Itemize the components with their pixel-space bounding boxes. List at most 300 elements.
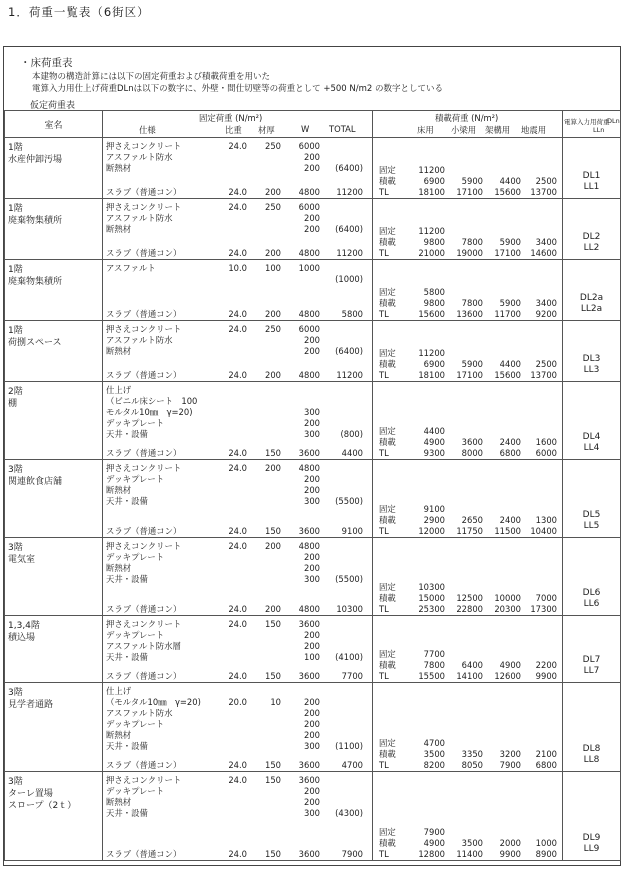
header-fixed-load: 固定荷重 (N/m²) 仕様 比重 材厚 W TOTAL bbox=[103, 111, 373, 138]
item-name: スラブ（普通コン） bbox=[106, 671, 182, 681]
room-name-line: 積込場 bbox=[8, 633, 36, 643]
item-gravity: 24.0 bbox=[228, 370, 247, 380]
item-name: 断熱材 bbox=[106, 730, 132, 740]
load-floor: 6900 bbox=[423, 176, 445, 186]
live-load-cell bbox=[373, 138, 563, 199]
dln-code: DL2a bbox=[579, 293, 604, 303]
item-weight: 4800 bbox=[298, 309, 320, 319]
load-beam: 3350 bbox=[461, 749, 483, 759]
load-category: TL bbox=[379, 671, 389, 681]
table-row bbox=[5, 199, 621, 260]
item-name: 断熱材 bbox=[106, 563, 132, 573]
load-category: 積載 bbox=[379, 176, 396, 186]
load-quake: 14600 bbox=[530, 248, 557, 258]
live-load-cell bbox=[373, 772, 563, 861]
load-beam: 7800 bbox=[461, 237, 483, 247]
item-thickness: 150 bbox=[265, 671, 281, 681]
load-frame: 11500 bbox=[494, 526, 521, 536]
room-name-cell bbox=[5, 382, 103, 460]
load-floor: 8200 bbox=[423, 760, 445, 770]
calc-load-cell bbox=[563, 260, 621, 321]
load-floor: 9300 bbox=[423, 448, 445, 458]
load-quake: 9900 bbox=[535, 671, 557, 681]
item-name: スラブ（普通コン） bbox=[106, 187, 182, 197]
item-weight: 200 bbox=[304, 152, 320, 162]
table-row bbox=[5, 138, 621, 199]
item-weight: 200 bbox=[304, 224, 320, 234]
item-name: 断熱材 bbox=[106, 224, 132, 234]
lln-code: LL9 bbox=[583, 844, 600, 854]
item-name: 押さえコンクリート bbox=[106, 463, 182, 473]
load-floor: 21000 bbox=[418, 248, 445, 258]
item-gravity: 24.0 bbox=[228, 309, 247, 319]
item-name: 仕上げ bbox=[106, 686, 132, 696]
table-row bbox=[5, 683, 621, 772]
room-name-line: 3階 bbox=[8, 543, 23, 553]
item-weight: 200 bbox=[304, 719, 320, 729]
room-name-line: 1階 bbox=[8, 326, 23, 336]
load-frame: 2400 bbox=[499, 515, 521, 525]
item-weight: 200 bbox=[304, 697, 320, 707]
item-gravity: 24.0 bbox=[228, 202, 247, 212]
load-floor: 7700 bbox=[423, 649, 445, 659]
item-thickness: 250 bbox=[265, 141, 281, 151]
load-frame: 7900 bbox=[499, 760, 521, 770]
item-thickness: 200 bbox=[265, 309, 281, 319]
item-thickness: 150 bbox=[265, 849, 281, 859]
load-beam: 6400 bbox=[461, 660, 483, 670]
room-name-cell bbox=[5, 260, 103, 321]
item-total: 11200 bbox=[336, 187, 363, 197]
load-category: TL bbox=[379, 309, 389, 319]
load-beam: 13600 bbox=[456, 309, 483, 319]
item-total: 5800 bbox=[341, 309, 363, 319]
load-frame: 10000 bbox=[494, 593, 521, 603]
item-name: スラブ（普通コン） bbox=[106, 309, 182, 319]
item-weight: 4800 bbox=[298, 463, 320, 473]
item-name: スラブ（普通コン） bbox=[106, 604, 182, 614]
item-weight: 300 bbox=[304, 741, 320, 751]
load-floor: 15600 bbox=[418, 309, 445, 319]
load-quake: 17300 bbox=[530, 604, 557, 614]
load-quake: 1300 bbox=[535, 515, 557, 525]
item-weight: 4800 bbox=[298, 248, 320, 258]
fixed-load-cell bbox=[103, 538, 373, 616]
item-gravity: 24.0 bbox=[228, 248, 247, 258]
item-thickness: 150 bbox=[265, 526, 281, 536]
load-frame: 9900 bbox=[499, 849, 521, 859]
item-name: 押さえコンクリート bbox=[106, 324, 182, 334]
item-weight: 3600 bbox=[298, 849, 320, 859]
room-name-line: 廃棄物集積所 bbox=[8, 216, 63, 226]
load-floor: 2900 bbox=[423, 515, 445, 525]
load-beam: 7800 bbox=[461, 298, 483, 308]
load-frame: 15600 bbox=[494, 187, 521, 197]
item-total: 4400 bbox=[341, 448, 363, 458]
load-category: 固定 bbox=[379, 287, 396, 297]
load-floor: 4400 bbox=[423, 426, 445, 436]
table-row bbox=[5, 538, 621, 616]
item-thickness: 150 bbox=[265, 448, 281, 458]
load-floor: 9800 bbox=[423, 237, 445, 247]
room-name-line: 1階 bbox=[8, 204, 23, 214]
load-beam: 11400 bbox=[456, 849, 483, 859]
load-frame: 4400 bbox=[499, 359, 521, 369]
load-category: 固定 bbox=[379, 738, 396, 748]
load-beam: 19000 bbox=[456, 248, 483, 258]
item-weight: 200 bbox=[304, 163, 320, 173]
load-frame: 20300 bbox=[494, 604, 521, 614]
load-frame: 4900 bbox=[499, 660, 521, 670]
item-gravity: 10.0 bbox=[228, 263, 247, 273]
item-name: スラブ（普通コン） bbox=[106, 760, 182, 770]
table-row bbox=[5, 616, 621, 683]
load-quake: 3400 bbox=[535, 298, 557, 308]
load-category: TL bbox=[379, 187, 389, 197]
load-quake: 3400 bbox=[535, 237, 557, 247]
item-gravity: 24.0 bbox=[228, 619, 247, 629]
room-name-line: 電気室 bbox=[8, 555, 36, 565]
item-total: (800) bbox=[340, 429, 363, 439]
load-quake: 6000 bbox=[535, 448, 557, 458]
load-frame: 12600 bbox=[494, 671, 521, 681]
load-category: 積載 bbox=[379, 237, 396, 247]
load-frame: 2000 bbox=[499, 838, 521, 848]
load-category: 固定 bbox=[379, 504, 396, 514]
load-beam: 11750 bbox=[456, 526, 483, 536]
live-load-cell bbox=[373, 538, 563, 616]
load-floor: 11200 bbox=[418, 226, 445, 236]
load-frame: 11700 bbox=[494, 309, 521, 319]
table-row bbox=[5, 460, 621, 538]
dln-code: DL8 bbox=[582, 744, 601, 754]
calc-load-cell bbox=[563, 138, 621, 199]
load-frame: 6800 bbox=[499, 448, 521, 458]
item-thickness: 150 bbox=[265, 775, 281, 785]
load-frame: 3200 bbox=[499, 749, 521, 759]
item-gravity: 24.0 bbox=[228, 671, 247, 681]
item-name: デッキプレート bbox=[106, 786, 165, 796]
fixed-load-cell bbox=[103, 616, 373, 683]
load-category: TL bbox=[379, 526, 389, 536]
item-total: (1100) bbox=[335, 741, 363, 751]
item-weight: 3600 bbox=[298, 448, 320, 458]
load-category: 固定 bbox=[379, 165, 396, 175]
load-beam: 8050 bbox=[461, 760, 483, 770]
item-name: スラブ（普通コン） bbox=[106, 248, 182, 258]
calc-load-cell bbox=[563, 199, 621, 260]
item-thickness: 250 bbox=[265, 202, 281, 212]
item-name: デッキプレート bbox=[106, 418, 165, 428]
room-name-line: 荷捌スペース bbox=[8, 338, 62, 348]
item-total: (1000) bbox=[335, 274, 363, 284]
item-name: 天井・設備 bbox=[106, 496, 148, 506]
load-frame: 2400 bbox=[499, 437, 521, 447]
item-total: 7900 bbox=[341, 849, 363, 859]
load-category: TL bbox=[379, 849, 389, 859]
fixed-load-cell bbox=[103, 260, 373, 321]
item-name: 断熱材 bbox=[106, 163, 132, 173]
item-thickness: 200 bbox=[265, 187, 281, 197]
item-weight: 4800 bbox=[298, 604, 320, 614]
load-quake: 13700 bbox=[530, 187, 557, 197]
load-category: 固定 bbox=[379, 582, 396, 592]
item-thickness: 10 bbox=[270, 697, 281, 707]
item-name: 仕上げ bbox=[106, 385, 132, 395]
item-thickness: 100 bbox=[265, 263, 281, 273]
lln-code: LL7 bbox=[583, 666, 600, 676]
fixed-load-cell bbox=[103, 321, 373, 382]
room-name-line: ターレ置場 bbox=[8, 789, 53, 799]
load-floor: 5800 bbox=[423, 287, 445, 297]
item-name: スラブ（普通コン） bbox=[106, 370, 182, 380]
item-gravity: 24.0 bbox=[228, 526, 247, 536]
item-name: スラブ（普通コン） bbox=[106, 849, 182, 859]
item-weight: 200 bbox=[304, 346, 320, 356]
item-weight: 200 bbox=[304, 630, 320, 640]
table-row bbox=[5, 321, 621, 382]
item-weight: 3600 bbox=[298, 671, 320, 681]
item-name: （ビニル床シート 100 bbox=[106, 396, 198, 406]
table-row bbox=[5, 260, 621, 321]
calc-load-cell bbox=[563, 321, 621, 382]
dln-code: DL4 bbox=[582, 432, 601, 442]
load-category: 固定 bbox=[379, 226, 396, 236]
load-category: 積載 bbox=[379, 437, 396, 447]
load-floor: 3500 bbox=[423, 749, 445, 759]
dln-code: DL1 bbox=[582, 171, 601, 181]
load-frame: 17100 bbox=[494, 248, 521, 258]
load-beam: 5900 bbox=[461, 176, 483, 186]
load-floor: 12800 bbox=[418, 849, 445, 859]
load-floor: 4700 bbox=[423, 738, 445, 748]
load-category: 固定 bbox=[379, 827, 396, 837]
room-name-cell bbox=[5, 321, 103, 382]
item-total: (6400) bbox=[335, 163, 363, 173]
item-thickness: 150 bbox=[265, 760, 281, 770]
item-gravity: 20.0 bbox=[228, 697, 247, 707]
item-gravity: 24.0 bbox=[228, 604, 247, 614]
item-thickness: 250 bbox=[265, 324, 281, 334]
item-weight: 300 bbox=[304, 429, 320, 439]
lln-code: LL6 bbox=[583, 599, 600, 609]
load-beam: 8000 bbox=[461, 448, 483, 458]
item-weight: 300 bbox=[304, 407, 320, 417]
item-weight: 300 bbox=[304, 496, 320, 506]
header-live-load: 積載荷重 (N/m²) 床用 小梁用 架構用 地震用 bbox=[373, 111, 563, 138]
lln-code: LL2a bbox=[580, 304, 603, 314]
load-floor: 25300 bbox=[418, 604, 445, 614]
load-quake: 2500 bbox=[535, 359, 557, 369]
item-name: モルタル10㎜ γ=20) bbox=[106, 407, 193, 417]
room-name-cell bbox=[5, 138, 103, 199]
load-quake: 13700 bbox=[530, 370, 557, 380]
load-quake: 10400 bbox=[530, 526, 557, 536]
room-name-cell bbox=[5, 616, 103, 683]
item-weight: 200 bbox=[304, 797, 320, 807]
load-frame: 15600 bbox=[494, 370, 521, 380]
load-floor: 11200 bbox=[418, 165, 445, 175]
load-floor: 4900 bbox=[423, 437, 445, 447]
fixed-load-cell bbox=[103, 772, 373, 861]
load-quake: 2200 bbox=[535, 660, 557, 670]
fixed-load-cell bbox=[103, 199, 373, 260]
load-category: 積載 bbox=[379, 838, 396, 848]
calc-load-cell bbox=[563, 460, 621, 538]
item-gravity: 24.0 bbox=[228, 324, 247, 334]
item-gravity: 24.0 bbox=[228, 760, 247, 770]
item-weight: 4800 bbox=[298, 370, 320, 380]
item-weight: 200 bbox=[304, 552, 320, 562]
item-name: スラブ（普通コン） bbox=[106, 526, 182, 536]
load-floor: 7800 bbox=[423, 660, 445, 670]
room-name-cell bbox=[5, 460, 103, 538]
room-name-line: 1階 bbox=[8, 143, 23, 153]
load-beam: 12500 bbox=[456, 593, 483, 603]
load-beam: 3600 bbox=[461, 437, 483, 447]
item-name: 押さえコンクリート bbox=[106, 202, 182, 212]
item-thickness: 150 bbox=[265, 619, 281, 629]
item-name: 押さえコンクリート bbox=[106, 141, 182, 151]
load-quake: 8900 bbox=[535, 849, 557, 859]
item-name: 断熱材 bbox=[106, 346, 132, 356]
item-name: 押さえコンクリート bbox=[106, 775, 182, 785]
item-weight: 100 bbox=[304, 652, 320, 662]
live-load-cell bbox=[373, 260, 563, 321]
calc-load-cell bbox=[563, 382, 621, 460]
item-weight: 300 bbox=[304, 574, 320, 584]
item-name: 断熱材 bbox=[106, 485, 132, 495]
item-weight: 200 bbox=[304, 418, 320, 428]
item-name: アスファルト防水 bbox=[106, 708, 173, 718]
item-name: アスファルト防水 bbox=[106, 213, 173, 223]
load-category: TL bbox=[379, 370, 389, 380]
item-weight: 3600 bbox=[298, 775, 320, 785]
load-beam: 17100 bbox=[456, 370, 483, 380]
room-name-line: 2階 bbox=[8, 387, 23, 397]
load-floor: 4900 bbox=[423, 838, 445, 848]
item-weight: 3600 bbox=[298, 760, 320, 770]
item-total: (6400) bbox=[335, 224, 363, 234]
fixed-load-cell bbox=[103, 683, 373, 772]
item-weight: 200 bbox=[304, 335, 320, 345]
load-category: 固定 bbox=[379, 348, 396, 358]
load-category: 積載 bbox=[379, 660, 396, 670]
item-gravity: 24.0 bbox=[228, 463, 247, 473]
item-gravity: 24.0 bbox=[228, 775, 247, 785]
item-total: 11200 bbox=[336, 370, 363, 380]
calc-load-cell bbox=[563, 683, 621, 772]
item-name: （モルタル10㎜ γ=20) bbox=[106, 697, 201, 707]
lln-code: LL4 bbox=[583, 443, 600, 453]
load-category: 固定 bbox=[379, 426, 396, 436]
item-gravity: 24.0 bbox=[228, 187, 247, 197]
lln-code: LL5 bbox=[583, 521, 600, 531]
item-thickness: 200 bbox=[265, 604, 281, 614]
lln-code: LL1 bbox=[583, 182, 600, 192]
note-line-2: 電算入力用仕上げ荷重DLnは以下の数字に、外壁・間仕切壁等の荷重として +500 N/m2 の数字としている bbox=[32, 84, 444, 94]
item-weight: 200 bbox=[304, 485, 320, 495]
calc-load-cell bbox=[563, 772, 621, 861]
header-room: 室名 bbox=[5, 111, 103, 138]
item-name: アスファルト防水 bbox=[106, 335, 173, 345]
lln-code: LL8 bbox=[583, 755, 600, 765]
item-name: 天井・設備 bbox=[106, 429, 148, 439]
load-quake: 1000 bbox=[535, 838, 557, 848]
item-total: (4300) bbox=[335, 808, 363, 818]
lln-code: LL2 bbox=[583, 243, 600, 253]
item-weight: 200 bbox=[304, 213, 320, 223]
load-category: TL bbox=[379, 604, 389, 614]
live-load-cell bbox=[373, 321, 563, 382]
table-row bbox=[5, 772, 621, 861]
item-name: 断熱材 bbox=[106, 797, 132, 807]
item-total: (5500) bbox=[335, 496, 363, 506]
room-name-line: 関連飲食店舗 bbox=[8, 477, 63, 487]
item-name: 天井・設備 bbox=[106, 574, 148, 584]
live-load-cell bbox=[373, 382, 563, 460]
section-title: ・床荷重表 bbox=[20, 57, 73, 69]
item-thickness: 200 bbox=[265, 370, 281, 380]
room-name-line: 水産仲卸汚場 bbox=[8, 155, 63, 165]
room-name-cell bbox=[5, 199, 103, 260]
load-floor: 18100 bbox=[418, 187, 445, 197]
item-name: デッキプレート bbox=[106, 474, 165, 484]
item-weight: 200 bbox=[304, 786, 320, 796]
item-name: スラブ（普通コン） bbox=[106, 448, 182, 458]
item-name: 天井・設備 bbox=[106, 652, 148, 662]
note-line-1: 本建物の構造計算には以下の固定荷重および積載荷重を用いた bbox=[32, 72, 271, 82]
load-floor: 12000 bbox=[418, 526, 445, 536]
item-weight: 4800 bbox=[298, 187, 320, 197]
item-name: アスファルト防水 bbox=[106, 152, 173, 162]
item-weight: 1000 bbox=[298, 263, 320, 273]
item-name: アスファルト防水層 bbox=[106, 641, 181, 651]
item-weight: 200 bbox=[304, 474, 320, 484]
fixed-load-cell bbox=[103, 138, 373, 199]
item-total: 4700 bbox=[341, 760, 363, 770]
load-floor: 15000 bbox=[418, 593, 445, 603]
room-name-line: 1階 bbox=[8, 265, 23, 275]
load-beam: 2650 bbox=[461, 515, 483, 525]
room-name-line: スロープ（2ｔ） bbox=[8, 801, 77, 811]
load-category: 積載 bbox=[379, 593, 396, 603]
load-quake: 1600 bbox=[535, 437, 557, 447]
item-total: 11200 bbox=[336, 248, 363, 258]
room-name-cell bbox=[5, 683, 103, 772]
load-category: 積載 bbox=[379, 298, 396, 308]
item-total: 7700 bbox=[341, 671, 363, 681]
table-row bbox=[5, 382, 621, 460]
live-load-cell bbox=[373, 616, 563, 683]
table-label: 仮定荷重表 bbox=[30, 101, 76, 111]
load-table bbox=[4, 110, 621, 861]
item-weight: 200 bbox=[304, 730, 320, 740]
load-quake: 2100 bbox=[535, 749, 557, 759]
load-beam: 17100 bbox=[456, 187, 483, 197]
item-name: 押さえコンクリート bbox=[106, 541, 182, 551]
item-weight: 4800 bbox=[298, 541, 320, 551]
item-gravity: 24.0 bbox=[228, 448, 247, 458]
load-category: TL bbox=[379, 760, 389, 770]
load-category: 積載 bbox=[379, 749, 396, 759]
fixed-load-cell bbox=[103, 460, 373, 538]
item-weight: 200 bbox=[304, 708, 320, 718]
load-floor: 9100 bbox=[423, 504, 445, 514]
item-gravity: 24.0 bbox=[228, 541, 247, 551]
item-thickness: 200 bbox=[265, 463, 281, 473]
load-category: 積載 bbox=[379, 359, 396, 369]
